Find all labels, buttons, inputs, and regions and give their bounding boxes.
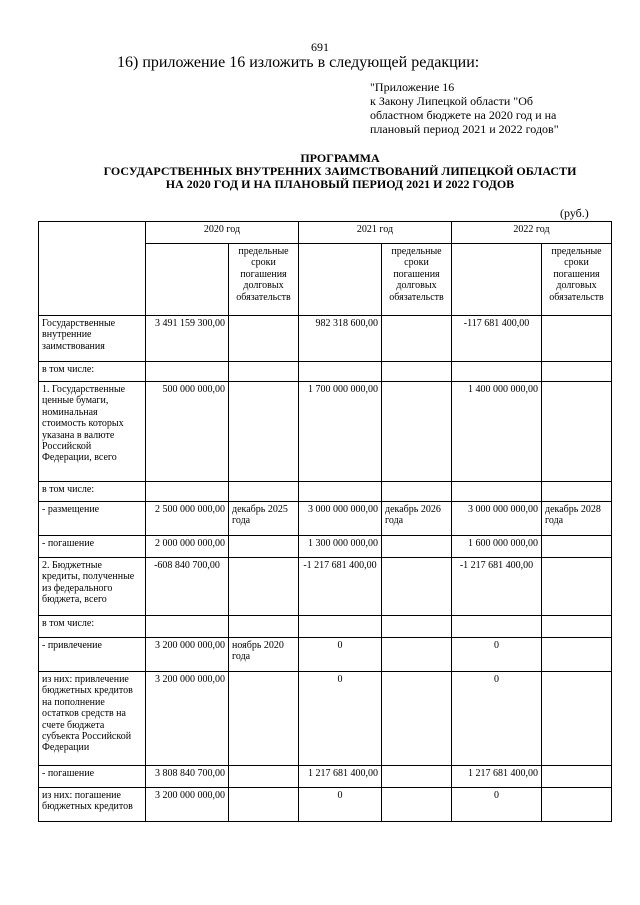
annex-line: областном бюджете на 2020 год и на [370,108,557,122]
term-cell [542,362,612,382]
table-row [39,672,612,766]
table-row [39,766,612,788]
term-cell [382,482,452,502]
term-cell [229,766,299,788]
title-line: ПРОГРАММА [300,151,380,165]
term-cell [229,788,299,822]
term-cell [229,558,299,616]
amount-header-cell [452,244,542,316]
amount-cell [452,362,542,382]
term-cell [542,766,612,788]
title-line: ГОСУДАРСТВЕННЫХ ВНУТРЕННИХ ЗАИМСТВОВАНИЙ ЛИПЕЦКОЙ ОБЛАСТИ [103,164,577,178]
amount-cell [299,362,382,382]
amount-cell: -608 840 700,00 [146,558,229,616]
table-row [39,558,612,616]
row-label: Государственные внутренние заимствования [39,316,146,362]
term-cell [382,382,452,482]
amount-cell [452,482,542,502]
table-row [39,788,612,822]
term-cell [542,638,612,672]
year-header: 2021 год [299,222,452,244]
row-label: 1. Государственные ценные бумаги, номинальная стоимость которых указана в валюте Российской Федерации, всего [39,382,146,482]
row-label: - размещение [39,502,146,536]
term-cell [229,616,299,638]
row-label: - погашение [39,766,146,788]
amount-cell: 1 217 681 400,00 [452,766,542,788]
table-corner-cell [39,222,146,316]
term-cell: декабрь 2025 года [229,502,299,536]
page-number: 691 [311,40,329,54]
term-header: предельные сроки погашения долговых обязательств [229,244,299,316]
term-cell [382,316,452,362]
amount-cell: 3 491 159 300,00 [146,316,229,362]
annex-line: "Приложение 16 [370,80,455,94]
term-cell [382,616,452,638]
amount-cell: 0 [299,672,382,766]
row-label: из них: погашение бюджетных кредитов [39,788,146,822]
term-cell [229,672,299,766]
title-line: НА 2020 ГОД И НА ПЛАНОВЫЙ ПЕРИОД 2021 И 2022 ГОДОВ [165,177,515,191]
term-header: предельные сроки погашения долговых обязательств [542,244,612,316]
row-label: в том числе: [39,482,146,502]
row-label: в том числе: [39,616,146,638]
table-row [39,502,612,536]
amount-cell: 3 000 000 000,00 [452,502,542,536]
term-cell [229,482,299,502]
term-cell [542,482,612,502]
row-label: в том числе: [39,362,146,382]
term-cell [382,672,452,766]
borrowing-program-table [38,221,612,822]
unit-label: (руб.) [560,206,589,220]
amount-cell [299,616,382,638]
amount-cell: 0 [452,788,542,822]
term-cell [542,536,612,558]
term-cell [229,316,299,362]
amount-cell: 2 000 000 000,00 [146,536,229,558]
table-row [39,382,612,482]
term-cell [542,672,612,766]
amount-cell [299,482,382,502]
row-label: 2. Бюджетные кредиты, полученные из федерального бюджета, всего [39,558,146,616]
amount-cell [146,362,229,382]
term-cell [542,316,612,362]
amount-cell: -117 681 400,00 [452,316,542,362]
amount-cell: 0 [452,638,542,672]
year-header: 2020 год [146,222,299,244]
term-cell [382,362,452,382]
term-cell [382,558,452,616]
intro-text: 16) приложение 16 изложить в следующей редакции: [117,54,480,71]
annex-reference [370,80,600,136]
term-cell [382,766,452,788]
document-title [60,152,620,191]
amount-cell: 0 [299,638,382,672]
table-row [39,638,612,672]
table-year-header-row [39,222,612,244]
term-cell [229,362,299,382]
term-cell: декабрь 2028 года [542,502,612,536]
amount-cell: -1 217 681 400,00 [299,558,382,616]
amount-cell: 1 217 681 400,00 [299,766,382,788]
amount-cell: 982 318 600,00 [299,316,382,362]
term-cell [542,558,612,616]
table-row [39,482,612,502]
amount-cell: 3 200 000 000,00 [146,638,229,672]
amount-cell: 3 200 000 000,00 [146,788,229,822]
term-cell [542,382,612,482]
term-header: предельные сроки погашения долговых обязательств [382,244,452,316]
year-header: 2022 год [452,222,612,244]
term-cell: декабрь 2026 года [382,502,452,536]
term-cell [382,536,452,558]
term-cell [542,616,612,638]
term-cell: ноябрь 2020 года [229,638,299,672]
amount-cell [146,482,229,502]
table-row [39,316,612,362]
row-label: из них: привлечение бюджетных кредитов на пополнение остатков средств на счете бюджета субъекта Российской Федерации [39,672,146,766]
term-cell [542,788,612,822]
annex-line: к Закону Липецкой области "Об [370,94,533,108]
amount-cell: 1 300 000 000,00 [299,536,382,558]
table-row [39,536,612,558]
amount-cell: 2 500 000 000,00 [146,502,229,536]
table-row [39,362,612,382]
amount-cell: 1 600 000 000,00 [452,536,542,558]
term-cell [382,788,452,822]
amount-cell: -1 217 681 400,00 [452,558,542,616]
amount-cell: 0 [299,788,382,822]
term-cell [382,638,452,672]
amount-cell: 1 700 000 000,00 [299,382,382,482]
amount-cell: 3 200 000 000,00 [146,672,229,766]
amount-cell [452,616,542,638]
amount-header-cell [146,244,229,316]
table-row [39,616,612,638]
row-label: - погашение [39,536,146,558]
amount-cell: 3 808 840 700,00 [146,766,229,788]
amount-cell: 0 [452,672,542,766]
term-cell [229,382,299,482]
amount-cell: 1 400 000 000,00 [452,382,542,482]
term-cell [229,536,299,558]
annex-line: плановый период 2021 и 2022 годов" [370,122,559,136]
row-label: - привлечение [39,638,146,672]
amount-cell: 3 000 000 000,00 [299,502,382,536]
amount-header-cell [299,244,382,316]
amount-cell: 500 000 000,00 [146,382,229,482]
amount-cell [146,616,229,638]
